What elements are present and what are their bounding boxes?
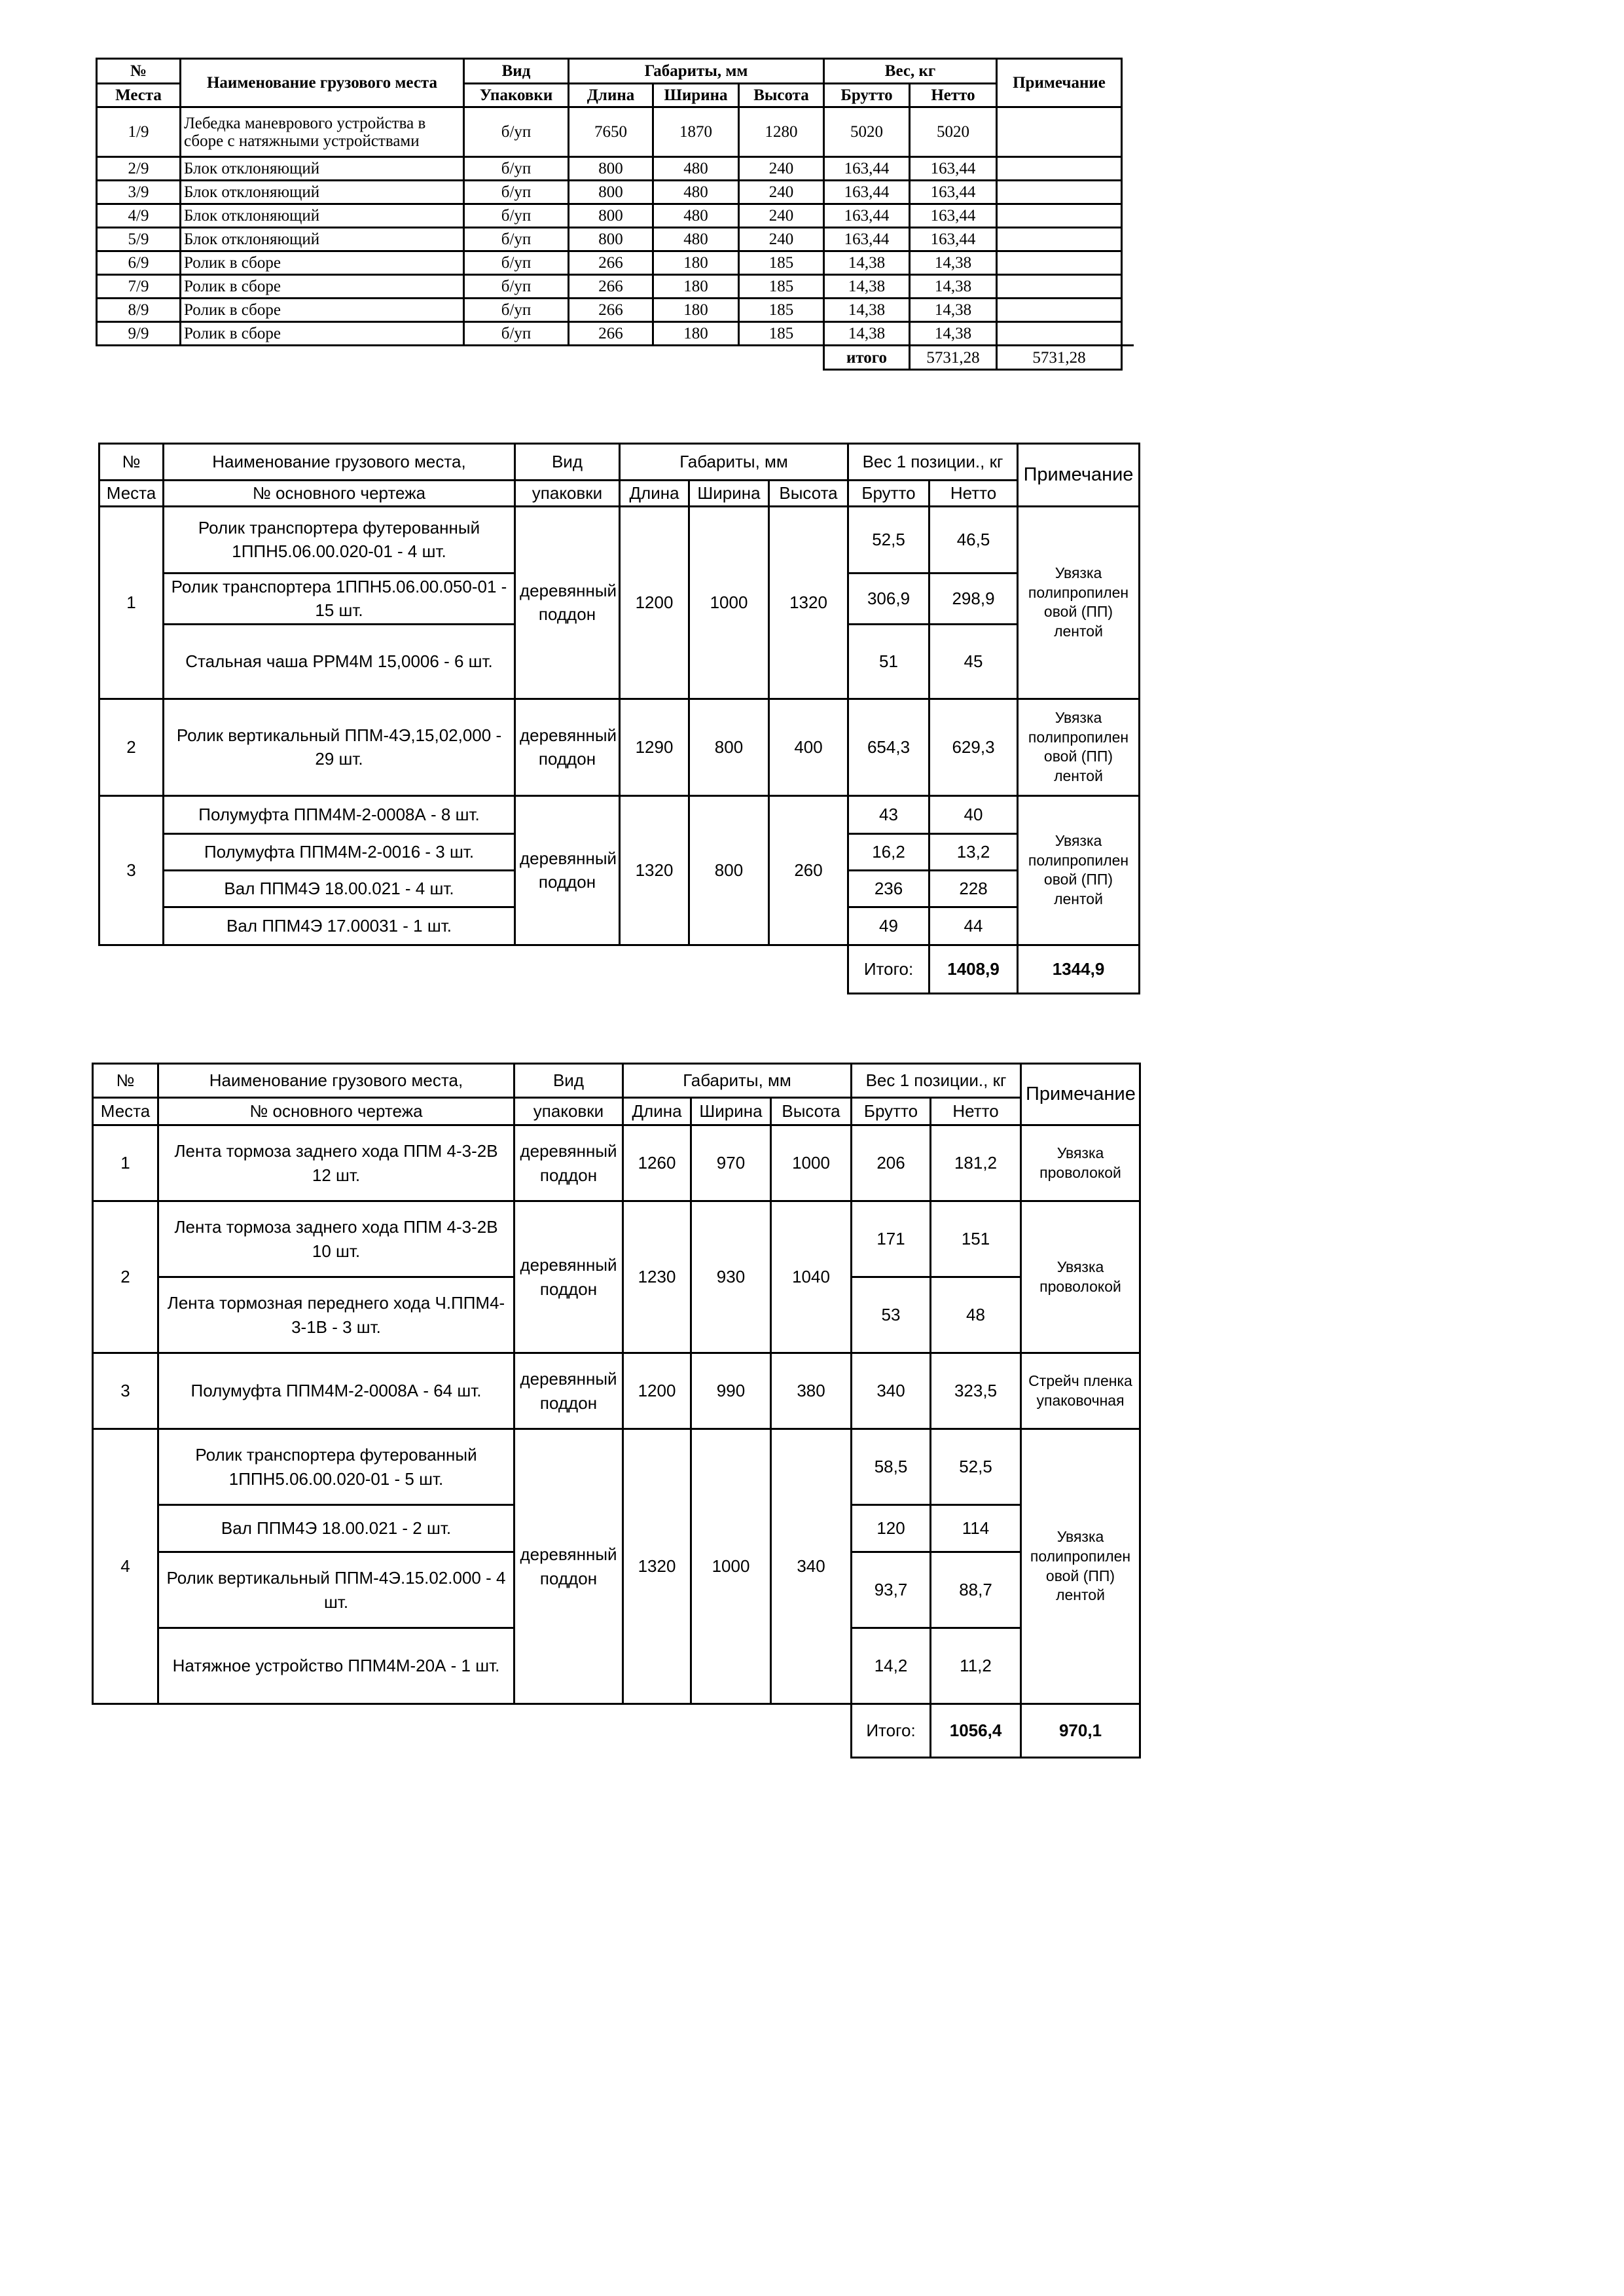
header-pack-sub: упаковки <box>515 481 620 507</box>
cargo-name: Лента тормоза заднего хода ППМ 4-3-2В 12 шт. <box>158 1125 514 1201</box>
place-number: 1 <box>93 1125 158 1201</box>
header-no-sub: Места <box>93 1098 158 1125</box>
gross-weight: 120 <box>852 1505 931 1552</box>
gross-weight: 14,38 <box>824 275 910 299</box>
width-value: 180 <box>653 275 739 299</box>
length-value: 266 <box>569 322 653 346</box>
net-weight: 163,44 <box>910 228 997 251</box>
net-weight: 13,2 <box>929 833 1018 870</box>
header-width: Ширина <box>653 84 739 107</box>
length-value: 800 <box>569 204 653 228</box>
note-cell <box>997 275 1122 299</box>
net-weight: 14,38 <box>910 251 997 275</box>
gross-weight: 93,7 <box>852 1552 931 1628</box>
length-value: 800 <box>569 157 653 181</box>
table-row <box>93 1125 1140 1201</box>
note-cell <box>997 204 1122 228</box>
header-note: Примечание <box>1021 1064 1140 1125</box>
table-row <box>99 795 1140 833</box>
cargo-name: Блок отклоняющий <box>181 228 464 251</box>
cargo-name: Блок отклоняющий <box>181 157 464 181</box>
gross-weight: 43 <box>848 795 929 833</box>
width-value: 990 <box>691 1353 771 1429</box>
length-value: 1200 <box>620 506 689 699</box>
package-type: деревянный поддон <box>514 1201 623 1353</box>
header-pack: Вид <box>515 444 620 481</box>
header-no-sub: Места <box>97 84 181 107</box>
place-number: 2/9 <box>97 157 181 181</box>
header-gross: Брутто <box>824 84 910 107</box>
width-value: 480 <box>653 157 739 181</box>
net-weight: 181,2 <box>931 1125 1021 1201</box>
cargo-name: Стальная чаша РРМ4М 15,0006 - 6 шт. <box>164 624 515 699</box>
cargo-name: Лента тормозная переднего хода Ч.ППМ4-3-1В - 3 шт. <box>158 1277 514 1353</box>
package-type: б/уп <box>464 251 569 275</box>
width-value: 1870 <box>653 107 739 157</box>
cargo-name: Вал ППМ4Э 17.00031 - 1 шт. <box>164 907 515 945</box>
net-weight: 228 <box>929 870 1018 907</box>
package-type: деревянный поддон <box>515 506 620 699</box>
place-number: 1 <box>99 506 164 699</box>
cargo-name: Ролик в сборе <box>181 299 464 322</box>
header-note: Примечание <box>1018 444 1140 507</box>
gross-weight: 163,44 <box>824 228 910 251</box>
gross-weight: 14,38 <box>824 251 910 275</box>
net-weight: 52,5 <box>931 1429 1021 1505</box>
note-cell: Увязка полипропилен овой (ПП) лентой <box>1021 1429 1140 1704</box>
gross-weight: 306,9 <box>848 573 929 624</box>
net-weight: 323,5 <box>931 1353 1021 1429</box>
place-number: 5/9 <box>97 228 181 251</box>
height-value: 185 <box>739 251 824 275</box>
width-value: 480 <box>653 181 739 204</box>
header-dimensions: Габариты, мм <box>623 1064 852 1098</box>
header-weight: Вес 1 позиции., кг <box>848 444 1018 481</box>
header-name: Наименование грузового места, <box>164 444 515 481</box>
place-number: 8/9 <box>97 299 181 322</box>
length-value: 800 <box>569 228 653 251</box>
note-cell <box>997 251 1122 275</box>
header-name: Наименование грузового места, <box>158 1064 514 1098</box>
note-cell: Стрейч пленка упаковочная <box>1021 1353 1140 1429</box>
gross-weight: 52,5 <box>848 506 929 573</box>
package-type: б/уп <box>464 228 569 251</box>
table-row <box>97 107 1134 157</box>
cargo-name: Полумуфта ППМ4М-2-0016 - 3 шт. <box>164 833 515 870</box>
length-value: 1260 <box>623 1125 691 1201</box>
length-value: 1290 <box>620 699 689 795</box>
height-value: 340 <box>771 1429 852 1704</box>
width-value: 800 <box>689 699 769 795</box>
package-type: б/уп <box>464 275 569 299</box>
place-number: 1/9 <box>97 107 181 157</box>
gross-weight: 5020 <box>824 107 910 157</box>
cargo-table-1 <box>96 58 1134 371</box>
header-height: Высота <box>771 1098 852 1125</box>
header-net: Нетто <box>931 1098 1021 1125</box>
cargo-name: Лебедка маневрового устройства в сборе с натяжными устройствами <box>181 107 464 157</box>
header-width: Ширина <box>691 1098 771 1125</box>
header-pack-sub: Упаковки <box>464 84 569 107</box>
net-weight: 629,3 <box>929 699 1018 795</box>
place-number: 3/9 <box>97 181 181 204</box>
net-weight: 5020 <box>910 107 997 157</box>
header-weight: Вес, кг <box>824 59 997 84</box>
net-weight: 114 <box>931 1505 1021 1552</box>
place-number: 6/9 <box>97 251 181 275</box>
header-pack: Вид <box>514 1064 623 1098</box>
net-weight: 11,2 <box>931 1628 1021 1704</box>
cargo-name: Натяжное устройство ППМ4М-20А - 1 шт. <box>158 1628 514 1704</box>
net-weight: 163,44 <box>910 204 997 228</box>
cargo-name: Ролик в сборе <box>181 275 464 299</box>
gross-weight: 206 <box>852 1125 931 1201</box>
note-cell <box>997 107 1122 157</box>
note-cell <box>997 181 1122 204</box>
note-cell <box>997 228 1122 251</box>
net-weight: 163,44 <box>910 181 997 204</box>
total-spacer <box>99 945 848 993</box>
height-value: 400 <box>769 699 848 795</box>
height-value: 240 <box>739 228 824 251</box>
note-cell: Увязка проволокой <box>1021 1201 1140 1353</box>
cargo-name: Вал ППМ4Э 18.00.021 - 2 шт. <box>158 1505 514 1552</box>
net-weight: 14,38 <box>910 275 997 299</box>
note-cell: Увязка полипропилен овой (ПП) лентой <box>1018 795 1140 945</box>
header-no: № <box>99 444 164 481</box>
net-weight: 14,38 <box>910 299 997 322</box>
place-number: 2 <box>99 699 164 795</box>
table-row <box>97 251 1134 275</box>
place-number: 4 <box>93 1429 158 1704</box>
cargo-name: Ролик вертикальный ППМ-4Э.15.02.000 - 4 шт. <box>158 1552 514 1628</box>
height-value: 1000 <box>771 1125 852 1201</box>
width-value: 800 <box>689 795 769 945</box>
table-row <box>93 1353 1140 1429</box>
gross-weight: 163,44 <box>824 204 910 228</box>
height-value: 260 <box>769 795 848 945</box>
width-value: 970 <box>691 1125 771 1201</box>
place-number: 3 <box>99 795 164 945</box>
total-gross: 1056,4 <box>931 1704 1021 1758</box>
total-label: Итого: <box>848 945 929 993</box>
net-weight: 163,44 <box>910 157 997 181</box>
header-name-sub: № основного чертежа <box>164 481 515 507</box>
header-gross: Брутто <box>848 481 929 507</box>
width-value: 1000 <box>691 1429 771 1704</box>
width-value: 480 <box>653 204 739 228</box>
width-value: 1000 <box>689 506 769 699</box>
cargo-name: Ролик транспортера футерованный 1ППН5.06.00.020-01 - 5 шт. <box>158 1429 514 1505</box>
cargo-name: Ролик вертикальный ППМ-4Э,15,02,000 - 29 шт. <box>164 699 515 795</box>
total-gross: 1408,9 <box>929 945 1018 993</box>
net-weight: 46,5 <box>929 506 1018 573</box>
gross-weight: 53 <box>852 1277 931 1353</box>
net-weight: 40 <box>929 795 1018 833</box>
total-label: итого <box>824 346 910 370</box>
gross-weight: 14,38 <box>824 322 910 346</box>
place-number: 7/9 <box>97 275 181 299</box>
gross-weight: 51 <box>848 624 929 699</box>
gross-weight: 236 <box>848 870 929 907</box>
length-value: 266 <box>569 299 653 322</box>
table-row <box>97 181 1134 204</box>
cargo-name: Ролик транспортера 1ППН5.06.00.050-01 - 15 шт. <box>164 573 515 624</box>
width-value: 180 <box>653 251 739 275</box>
gross-weight: 340 <box>852 1353 931 1429</box>
width-value: 930 <box>691 1201 771 1353</box>
gross-weight: 654,3 <box>848 699 929 795</box>
cargo-name: Вал ППМ4Э 18.00.021 - 4 шт. <box>164 870 515 907</box>
height-value: 240 <box>739 181 824 204</box>
table-row <box>97 204 1134 228</box>
header-pack-sub: упаковки <box>514 1098 623 1125</box>
height-value: 185 <box>739 275 824 299</box>
header-pack: Вид <box>464 59 569 84</box>
total-net: 1344,9 <box>1018 945 1140 993</box>
header-net: Нетто <box>910 84 997 107</box>
height-value: 185 <box>739 299 824 322</box>
width-value: 180 <box>653 299 739 322</box>
package-type: деревянный поддон <box>515 699 620 795</box>
gross-weight: 49 <box>848 907 929 945</box>
table-row <box>99 699 1140 795</box>
place-number: 3 <box>93 1353 158 1429</box>
gross-weight: 171 <box>852 1201 931 1277</box>
total-net: 970,1 <box>1021 1704 1140 1758</box>
total-net: 5731,28 <box>997 346 1122 370</box>
total-gross: 5731,28 <box>910 346 997 370</box>
net-weight: 48 <box>931 1277 1021 1353</box>
package-type: б/уп <box>464 204 569 228</box>
height-value: 1320 <box>769 506 848 699</box>
net-weight: 151 <box>931 1201 1021 1277</box>
header-name-sub: № основного чертежа <box>158 1098 514 1125</box>
header-width: Ширина <box>689 481 769 507</box>
gross-weight: 163,44 <box>824 181 910 204</box>
net-weight: 298,9 <box>929 573 1018 624</box>
header-net: Нетто <box>929 481 1018 507</box>
package-type: деревянный поддон <box>515 795 620 945</box>
height-value: 1280 <box>739 107 824 157</box>
length-value: 1200 <box>623 1353 691 1429</box>
header-length: Длина <box>569 84 653 107</box>
table-row <box>97 228 1134 251</box>
table-row <box>99 506 1140 573</box>
length-value: 7650 <box>569 107 653 157</box>
header-dimensions: Габариты, мм <box>620 444 848 481</box>
gross-weight: 16,2 <box>848 833 929 870</box>
header-note: Примечание <box>997 59 1122 107</box>
cargo-name: Ролик в сборе <box>181 251 464 275</box>
gross-weight: 58,5 <box>852 1429 931 1505</box>
package-type: б/уп <box>464 107 569 157</box>
height-value: 240 <box>739 204 824 228</box>
net-weight: 45 <box>929 624 1018 699</box>
header-height: Высота <box>769 481 848 507</box>
total-label: Итого: <box>852 1704 931 1758</box>
header-no: № <box>97 59 181 84</box>
length-value: 266 <box>569 275 653 299</box>
note-cell: Увязка полипропилен овой (ПП) лентой <box>1018 699 1140 795</box>
place-number: 4/9 <box>97 204 181 228</box>
header-gross: Брутто <box>852 1098 931 1125</box>
net-weight: 88,7 <box>931 1552 1021 1628</box>
package-type: деревянный поддон <box>514 1353 623 1429</box>
note-cell: Увязка проволокой <box>1021 1125 1140 1201</box>
cargo-name: Лента тормоза заднего хода ППМ 4-3-2В 10 шт. <box>158 1201 514 1277</box>
width-value: 480 <box>653 228 739 251</box>
table-row <box>97 299 1134 322</box>
gross-weight: 163,44 <box>824 157 910 181</box>
table-row <box>97 157 1134 181</box>
length-value: 1230 <box>623 1201 691 1353</box>
cargo-name: Полумуфта ППМ4М-2-0008А - 8 шт. <box>164 795 515 833</box>
total-spacer <box>93 1704 852 1758</box>
gross-weight: 14,38 <box>824 299 910 322</box>
note-cell: Увязка полипропилен овой (ПП) лентой <box>1018 506 1140 699</box>
cargo-table-3 <box>92 1063 1141 1758</box>
height-value: 185 <box>739 322 824 346</box>
net-weight: 14,38 <box>910 322 997 346</box>
length-value: 800 <box>569 181 653 204</box>
note-cell <box>997 299 1122 322</box>
place-number: 9/9 <box>97 322 181 346</box>
package-type: б/уп <box>464 322 569 346</box>
header-no-sub: Места <box>99 481 164 507</box>
cargo-name: Блок отклоняющий <box>181 181 464 204</box>
header-height: Высота <box>739 84 824 107</box>
gross-weight: 14,2 <box>852 1628 931 1704</box>
total-spacer <box>97 346 824 370</box>
length-value: 1320 <box>623 1429 691 1704</box>
height-value: 1040 <box>771 1201 852 1353</box>
note-cell <box>997 322 1122 346</box>
net-weight: 44 <box>929 907 1018 945</box>
cargo-name: Ролик в сборе <box>181 322 464 346</box>
height-value: 240 <box>739 157 824 181</box>
header-length: Длина <box>620 481 689 507</box>
package-type: б/уп <box>464 157 569 181</box>
header-dimensions: Габариты, мм <box>569 59 824 84</box>
package-type: деревянный поддон <box>514 1429 623 1704</box>
cargo-name: Ролик транспортера футерованный 1ППН5.06.00.020-01 - 4 шт. <box>164 506 515 573</box>
table-row <box>93 1429 1140 1505</box>
height-value: 380 <box>771 1353 852 1429</box>
cargo-name: Полумуфта ППМ4М-2-0008А - 64 шт. <box>158 1353 514 1429</box>
table-row <box>97 322 1134 346</box>
cargo-table-2 <box>98 443 1140 994</box>
total-spacer-right <box>1122 346 1134 370</box>
package-type: б/уп <box>464 181 569 204</box>
package-type: б/уп <box>464 299 569 322</box>
table-row <box>97 275 1134 299</box>
header-name: Наименование грузового места <box>181 59 464 107</box>
table-row <box>93 1201 1140 1277</box>
header-length: Длина <box>623 1098 691 1125</box>
length-value: 1320 <box>620 795 689 945</box>
header-no: № <box>93 1064 158 1098</box>
width-value: 180 <box>653 322 739 346</box>
length-value: 266 <box>569 251 653 275</box>
cargo-name: Блок отклоняющий <box>181 204 464 228</box>
header-weight: Вес 1 позиции., кг <box>852 1064 1021 1098</box>
note-cell <box>997 157 1122 181</box>
package-type: деревянный поддон <box>514 1125 623 1201</box>
place-number: 2 <box>93 1201 158 1353</box>
